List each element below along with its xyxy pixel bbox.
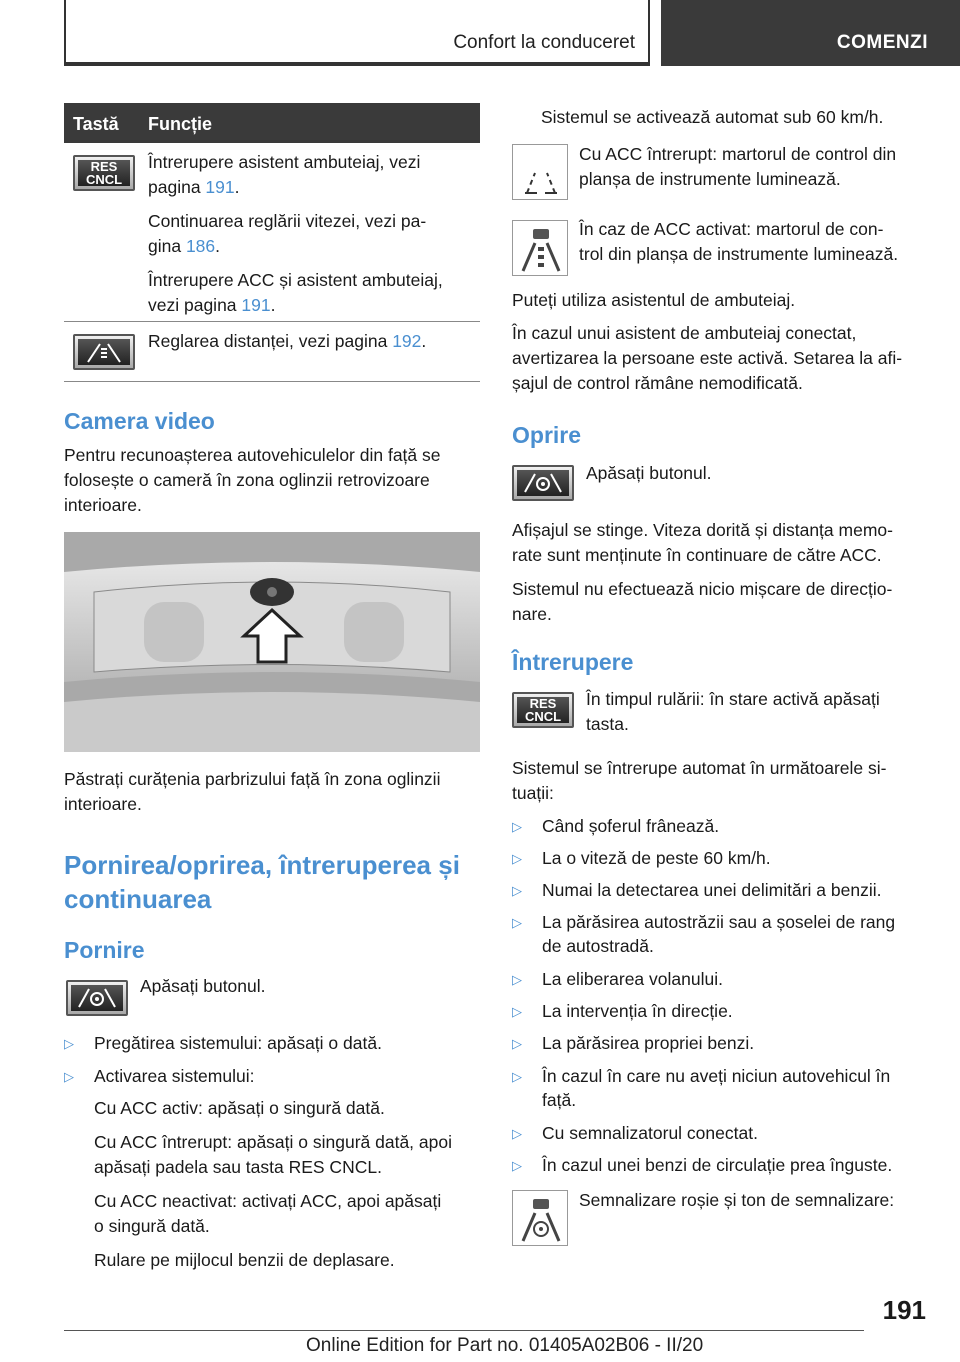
red-signal-indicator-icon [512,1190,568,1246]
row1-line3b: vezi pagina [148,295,242,315]
triangle-bullet-icon: ▷ [512,1069,522,1084]
row1-line1b: pagina [148,177,206,197]
activation-lane-center: Rulare pe mijlocul benzii de deplasare. [94,1250,395,1270]
list-item [512,934,932,959]
res-cncl-button-icon-2 [512,692,574,728]
table-bottom-rule [64,381,480,382]
cncl-label-2: CNCL [524,709,562,724]
row2-dot: . [421,331,427,351]
can-use-text: Puteți utiliza asistentul de ambuteiaj. [512,290,796,310]
bullet-text: față. [542,1090,577,1110]
list-item [512,910,932,935]
windshield-camera-photo [64,532,480,752]
intrerupere-line1: În timpul rulării: în stare activă apăsați [586,689,880,709]
bullet-text: În cazul unei benzi de circulație prea înguste. [542,1155,893,1175]
activation-acc-inactive: Cu ACC neactivat: activați ACC, apoi apăsați [94,1191,442,1211]
list-item [512,1088,932,1113]
triangle-bullet-icon: ▷ [64,1069,74,1084]
footer-rule [64,1330,864,1331]
list-item [512,846,932,871]
distance-button-icon [73,334,135,370]
auto-interrupt-text [512,756,932,806]
camera-line1: Pentru recunoașterea autovehiculelor din față se [64,445,441,465]
camera-paragraph [64,443,480,518]
distance-icon [84,340,124,364]
list-item [512,1121,932,1146]
list-item [512,878,932,903]
bullet-text: La părăsirea autostrăzii sau a șoselei de rang [542,912,896,932]
bullet-text: de autostradă. [542,936,654,956]
camera-note-line1: Păstrați curățenia parbrizului față în zona oglinzii [64,769,441,789]
res-label: RES [90,159,118,174]
indicator1-line1: Cu ACC întrerupt: martorul de control din [579,144,897,164]
indicator2-line1: În caz de ACC activat: martorul de con- [579,219,884,239]
camera-heading: Camera video [64,408,215,434]
edition-footer: Online Edition for Part no. 01405A02B06 - II/20 [306,1335,704,1356]
section-tab [661,0,960,66]
list-item [512,814,932,839]
triangle-bullet-icon: ▷ [512,1158,522,1173]
bullet-text: La intervenția în direcție. [542,1001,733,1021]
intrerupere-text [586,687,936,737]
page-link-191b[interactable]: 191 [241,295,271,315]
triangle-bullet-icon: ▷ [512,851,522,866]
header-left-rule [64,0,66,66]
bullet-text: În cazul în care nu aveți niciun autovehicul în [542,1066,891,1086]
activation-acc-interrupted-2: apăsați padela sau tasta RES CNCL. [94,1157,382,1177]
startstop-title-line1: Pornirea/oprirea, întreruperea și [64,850,460,880]
assist-button-icon [66,980,128,1016]
camera-line3: interioare. [64,495,142,515]
triangle-bullet-icon: ▷ [64,1036,74,1051]
triangle-bullet-icon: ▷ [512,1036,522,1051]
triangle-bullet-icon: ▷ [512,883,522,898]
bullet-text: Cu semnalizatorul conectat. [542,1123,758,1143]
startstop-title-line2: continuarea [64,884,212,914]
list-item [512,1031,932,1056]
table-row1-text [148,150,480,318]
activation-acc-interrupted: Cu ACC întrerupt: apăsați o singură dată, apoi [94,1132,452,1152]
list-item [64,1064,484,1089]
cncl-label: CNCL [85,172,123,187]
table-row2-text [148,329,480,354]
bullet-text: Când șoferul frânează. [542,816,720,836]
connected-paragraph [512,321,932,396]
page-link-192[interactable]: 192 [392,331,422,351]
auto-activation: Sistemul se activează automat sub 60 km/h. [541,107,884,127]
row1-line2b: gina [148,236,186,256]
connected-line1: În cazul unui asistent de ambuteiaj conectat, [512,323,857,343]
active-indicator-icon [512,220,568,276]
bullet-text: La eliberarea volanului. [542,969,723,989]
res-cncl-button-icon [73,155,135,191]
camera-line2: folosește o cameră în zona oglinzii retrovizoare [64,470,430,490]
oprire-line1: Afișajul se stinge. Viteza dorită și distanța memo- [512,520,893,540]
indicator2-text [579,217,929,267]
indicator1-text [579,142,929,192]
bullet-text: Numai la detectarea unei delimitări a benzii. [542,880,882,900]
table-col-function: Funcție [148,114,213,134]
oprire-line4: nare. [512,604,552,624]
row1-dot3: . [270,295,276,315]
page-link-191[interactable]: 191 [205,177,235,197]
row1-dot: . [234,177,240,197]
camera-note [64,767,480,817]
bullet-text: La o viteză de peste 60 km/h. [542,848,771,868]
interrupted-indicator-icon [512,144,568,200]
pornire-heading: Pornire [64,937,145,963]
indicator2-line2: trol din planșa de instrumente luminează. [579,244,899,264]
activation-acc-active: Cu ACC activ: apăsați o singură dată. [94,1098,385,1118]
triangle-bullet-icon: ▷ [512,915,522,930]
steering-assist-icon [523,472,563,494]
table-col-key: Tastă [73,114,119,134]
camera-note-line2: interioare. [64,794,142,814]
table-divider [64,321,480,322]
header-bottom-rule [64,62,650,66]
row1-line2: Continuarea reglării vitezei, vezi pa- [148,211,427,231]
steering-assist-icon [77,987,117,1009]
oprire-press: Apăsați butonul. [586,463,712,483]
list-item [512,1064,932,1089]
activation-acc-inactive-2: o singură dată. [94,1216,210,1236]
pornire-press: Apăsați butonul. [140,976,266,996]
connected-line2: avertizarea la persoane este activă. Setarea la afi- [512,348,903,368]
list-item [512,967,932,992]
oprire-line3: Sistemul nu efectuează nicio mișcare de direcțio- [512,579,893,599]
assist-button-icon-2 [512,465,574,501]
bullet-text: La părăsirea propriei benzi. [542,1033,755,1053]
startstop-heading [64,848,484,916]
auto-interrupt-line2: tuații: [512,783,554,803]
section-tab-label: COMENZI [836,32,928,53]
bullet-text: Activarea sistemului: [94,1066,255,1086]
triangle-bullet-icon: ▷ [512,972,522,987]
triangle-bullet-icon: ▷ [512,819,522,834]
chapter-title: Confort la conduceret [453,32,635,53]
triangle-bullet-icon: ▷ [512,1126,522,1141]
header-divider [648,0,650,66]
oprire-line2: rate sunt menținute în continuare de către ACC. [512,545,882,565]
row1-line3: Întrerupere ACC și asistent ambuteiaj, [148,270,443,290]
indicator1-line2: planșa de instrumente luminează. [579,169,841,189]
row1-dot2: . [215,236,221,256]
activation-details [94,1096,484,1273]
signal-text: Semnalizare roșie și ton de semnalizare: [579,1190,895,1210]
list-item [512,1153,932,1178]
row1-line1: Întrerupere asistent ambuteiaj, vezi [148,152,421,172]
triangle-bullet-icon: ▷ [512,1004,522,1019]
list-item [64,1031,484,1056]
list-item [512,999,932,1024]
intrerupere-line2: tasta. [586,714,629,734]
page-number: 191 [882,1295,926,1325]
auto-interrupt-line1: Sistemul se întrerupe automat în următoarele si- [512,758,887,778]
connected-line3: șajul de control rămâne nemodificată. [512,373,803,393]
res-label-2: RES [529,696,557,711]
page-link-186[interactable]: 186 [185,236,216,256]
oprire-heading: Oprire [512,422,582,448]
row2-text: Reglarea distanței, vezi pagina [148,331,393,351]
intrerupere-heading: Întrerupere [512,649,634,675]
table-header [64,103,480,143]
oprire-paragraph [512,518,932,627]
bullet-text: Pregătirea sistemului: apăsați o dată. [94,1033,382,1053]
